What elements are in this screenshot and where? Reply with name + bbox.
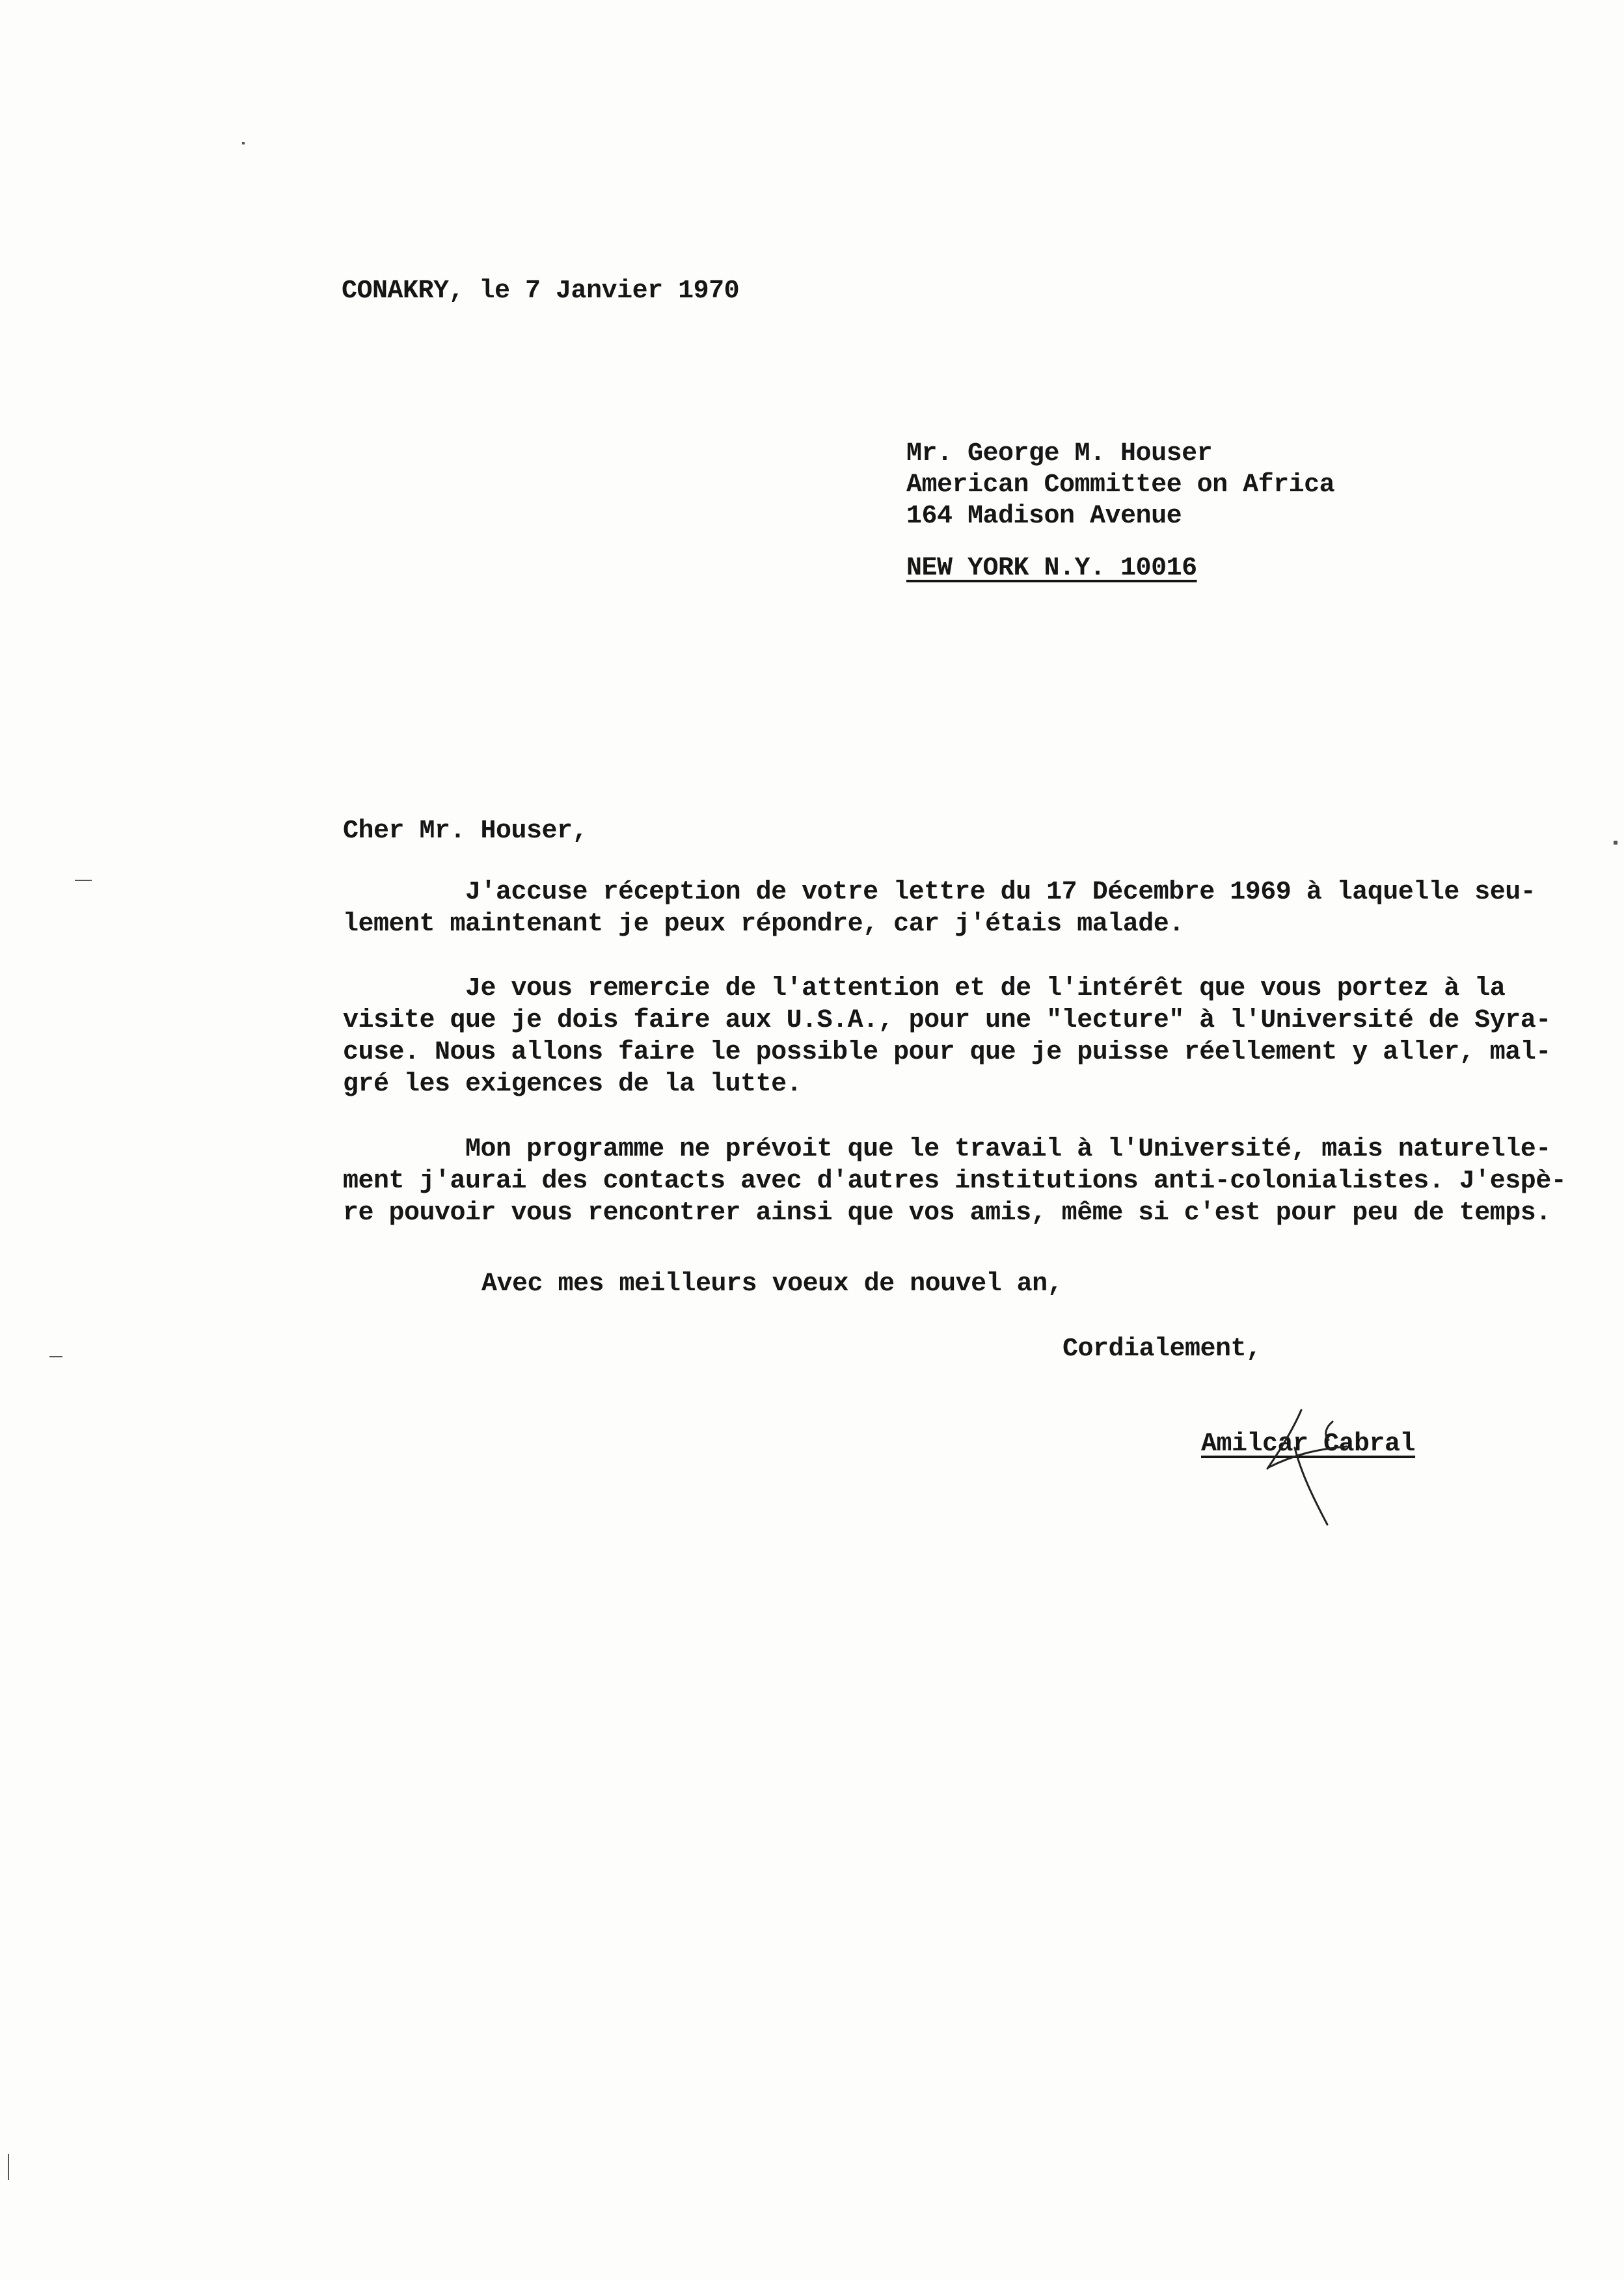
recipient-city: NEW YORK N.Y. 10016 (906, 554, 1197, 583)
signer-name: Amilcar Cabral (1201, 1430, 1416, 1459)
paragraph-2 (343, 973, 1560, 1100)
paragraph-3 (343, 1133, 1567, 1229)
paragraph-line: lement maintenant je peux répondre, car j'étais malade. (343, 910, 1184, 939)
paragraph-line: ment j'aurai des contacts avec d'autres institutions anti-colonialistes. J'espè- (343, 1167, 1567, 1196)
recipient-name: Mr. George M. Houser (906, 439, 1213, 468)
paragraph-line: J'accuse réception de votre lettre du 17 Décembre 1969 à laquelle seu- (343, 878, 1536, 907)
paragraph-line: visite que je dois faire aux U.S.A., pour une "lecture" à l'Université de Syra- (343, 1006, 1551, 1035)
paper-speck (49, 1356, 62, 1357)
paper-speck (242, 142, 245, 144)
paragraph-1 (343, 876, 1560, 940)
paper-speck (75, 880, 92, 881)
paragraph-line: gré les exigences de la lutte. (343, 1070, 802, 1099)
handwritten-signature (1256, 1409, 1353, 1526)
paragraph-line: re pouvoir vous rencontrer ainsi que vos amis, même si c'est pour peu de temps. (343, 1199, 1551, 1228)
paper-speck (1614, 841, 1617, 845)
closing: Cordialement, (1062, 1335, 1262, 1364)
salutation: Cher Mr. Houser, (343, 817, 588, 846)
greeting: Avec mes meilleurs voeux de nouvel an, (481, 1269, 1063, 1299)
dateline: CONAKRY, le 7 Janvier 1970 (342, 277, 740, 306)
recipient-street: 164 Madison Avenue (906, 502, 1182, 531)
paragraph-line: Mon programme ne prévoit que le travail à l'Université, mais naturelle- (343, 1135, 1551, 1164)
paragraph-line: Je vous remercie de l'attention et de l'intérêt que vous portez à la (343, 974, 1506, 1003)
recipient-organization: American Committee on Africa (906, 470, 1335, 500)
paragraph-line: cuse. Nous allons faire le possible pour que je puisse réellement y aller, mal- (343, 1038, 1551, 1067)
paper-speck (8, 2154, 9, 2180)
